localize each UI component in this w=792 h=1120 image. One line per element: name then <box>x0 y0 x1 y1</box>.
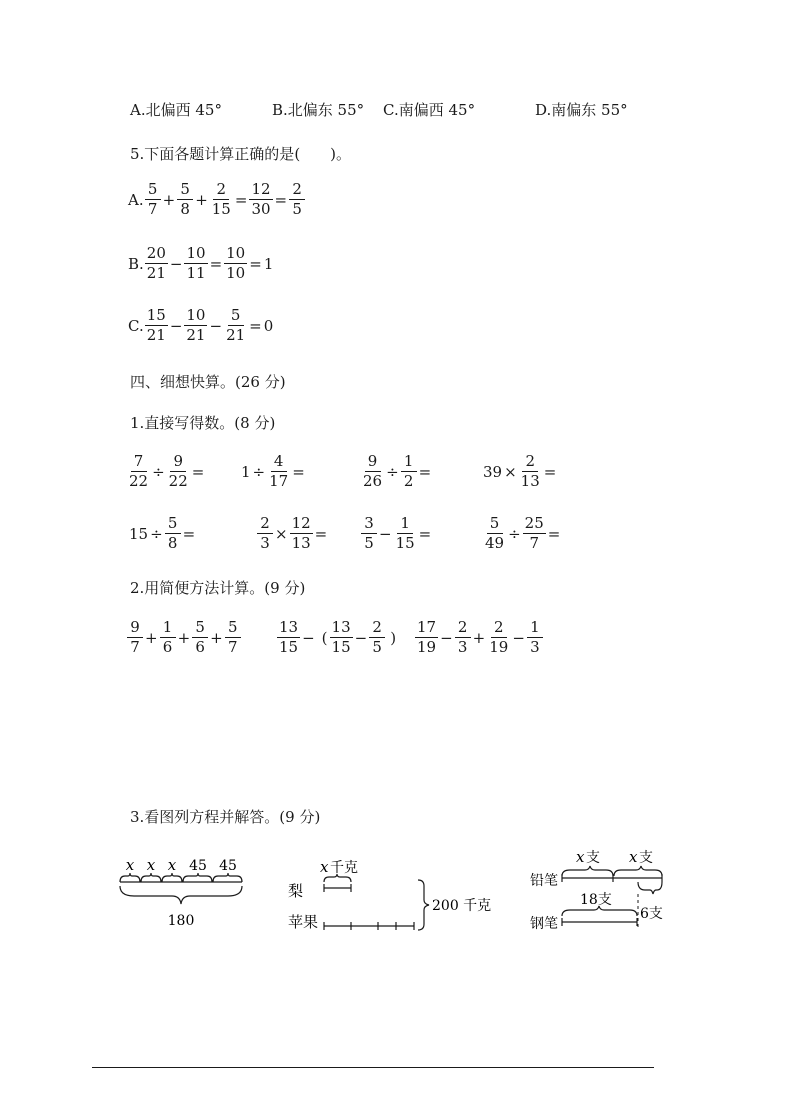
fraction: $\frac{12}{30}$ <box>251 180 271 218</box>
fraction: $\frac{13}{15}$ <box>279 618 299 656</box>
divide-sign: ÷ <box>386 462 399 481</box>
fraction: $\frac{12}{13}$ <box>291 514 311 552</box>
apple-label: 苹果 <box>288 913 319 931</box>
q5-option-a <box>128 180 306 219</box>
minus-sign: − <box>512 628 525 647</box>
p2-expr-2 <box>276 618 397 657</box>
fraction: $\frac{9}{22}$ <box>168 452 188 490</box>
pear-label-x: x <box>320 858 329 876</box>
fraction: $\frac{5}{21}$ <box>226 306 246 344</box>
whole-number: 15 <box>129 524 149 543</box>
plus-sign: + <box>210 628 223 647</box>
pencil-label-zhi2: 支 <box>639 850 653 866</box>
equals-sign: = <box>249 254 262 273</box>
equals-sign: = <box>234 190 248 209</box>
fraction: $\frac{9}{26}$ <box>363 452 383 490</box>
pencil-segment <box>562 874 662 882</box>
equals-sign: = <box>182 524 196 543</box>
total-label: 180 <box>167 913 195 929</box>
minus-sign: − <box>354 628 368 647</box>
fraction: $\frac{2}{5}$ <box>369 618 385 657</box>
divide-sign: ÷ <box>150 524 163 543</box>
segment-label-45a: 45 <box>189 858 207 874</box>
fraction: $\frac{5}{49}$ <box>485 514 505 552</box>
fraction: $\frac{1}{6}$ <box>160 618 176 657</box>
right-paren: ) <box>390 628 397 647</box>
part3-title: 3.看图列方程并解答。(9 分) <box>130 808 321 826</box>
top-braces <box>120 873 242 882</box>
pear-label-unit: 千克 <box>330 860 358 876</box>
result-value: 0 <box>263 316 274 335</box>
part2-title: 2.用简便方法计算。(9 分) <box>130 579 306 597</box>
fraction: $\frac{13}{15}$ <box>331 618 351 656</box>
p1-expr-6 <box>256 514 328 553</box>
p2-expr-3 <box>414 618 544 657</box>
result-value: 1 <box>263 254 274 273</box>
pen-brace <box>562 906 637 916</box>
fruit-total-label: 200 千克 <box>432 898 492 914</box>
fraction: $\frac{2}{3}$ <box>455 618 471 657</box>
pen-value-label: 18支 <box>580 892 612 908</box>
equals-sign: = <box>191 462 205 481</box>
minus-sign: − <box>379 524 392 543</box>
fraction: $\frac{25}{7}$ <box>524 514 544 552</box>
fraction: $\frac{1}{15}$ <box>395 514 415 552</box>
fraction: $\frac{1}{3}$ <box>527 618 543 657</box>
diagram-fruit <box>284 852 494 942</box>
minus-sign: − <box>209 316 223 335</box>
fraction: $\frac{17}{19}$ <box>417 618 437 656</box>
option-label: B. <box>128 254 144 273</box>
fraction: $\frac{5}{7}$ <box>225 618 241 657</box>
segment-label-x1: x <box>125 856 135 874</box>
equals-sign: = <box>418 462 432 481</box>
difference-brace <box>638 882 662 894</box>
fraction: $\frac{2}{15}$ <box>211 180 231 218</box>
bottom-brace <box>120 886 242 904</box>
plus-sign: + <box>472 628 486 647</box>
fraction: $\frac{7}{22}$ <box>129 452 149 490</box>
fraction: $\frac{9}{7}$ <box>127 618 143 657</box>
equals-sign: = <box>209 254 223 273</box>
fraction: $\frac{3}{5}$ <box>361 514 377 553</box>
section4-title: 四、细想快算。(26 分) <box>130 373 286 391</box>
q4-option-d: D.南偏东 55° <box>535 101 628 119</box>
equals-sign: = <box>418 524 432 543</box>
pear-label: 梨 <box>288 882 304 900</box>
q5-stem: 5.下面各题计算正确的是( )。 <box>130 145 352 163</box>
minus-sign: − <box>302 628 315 647</box>
pencil-label: 铅笔 <box>530 873 558 889</box>
fraction: $\frac{2}{13}$ <box>520 452 540 490</box>
pencil-braces <box>562 866 662 876</box>
minus-sign: − <box>169 254 183 273</box>
times-sign: × <box>504 462 517 481</box>
p1-expr-3 <box>360 452 432 491</box>
difference-label: 6支 <box>640 906 663 922</box>
p1-expr-8 <box>482 514 561 553</box>
fraction: $\frac{20}{21}$ <box>146 244 166 282</box>
fraction: $\frac{1}{2}$ <box>401 452 417 491</box>
option-label: A. <box>128 190 144 209</box>
fraction: $\frac{5}{6}$ <box>192 618 208 657</box>
pear-segment <box>324 884 351 892</box>
times-sign: × <box>275 524 288 543</box>
whole-number: 39 <box>483 462 503 481</box>
fraction: $\frac{4}{17}$ <box>269 452 289 490</box>
p1-expr-1 <box>126 452 205 491</box>
minus-sign: − <box>169 316 183 335</box>
q4-option-b: B.北偏东 55° <box>272 101 365 119</box>
p1-expr-4 <box>482 452 557 491</box>
q4-option-a: A.北偏西 45° <box>130 101 222 119</box>
equals-sign: = <box>249 316 262 335</box>
q4-option-c: C.南偏西 45° <box>383 101 476 119</box>
equals-sign: = <box>547 524 561 543</box>
fraction: $\frac{2}{19}$ <box>489 618 509 656</box>
p1-expr-7 <box>360 514 432 553</box>
plus-sign: + <box>195 190 208 209</box>
fraction: $\frac{10}{10}$ <box>226 244 246 282</box>
equals-sign: = <box>314 524 328 543</box>
part1-title: 1.直接写得数。(8 分) <box>130 414 276 432</box>
fraction: $\frac{15}{21}$ <box>146 306 166 344</box>
q5-option-c <box>128 306 274 345</box>
equals-sign: = <box>292 462 305 481</box>
pen-segment <box>562 918 637 926</box>
plus-sign: + <box>177 628 191 647</box>
pencil-label-x2: x <box>629 848 638 866</box>
fraction: $\frac{2}{5}$ <box>289 180 305 219</box>
p1-expr-5 <box>128 514 196 553</box>
plus-sign: + <box>145 628 158 647</box>
minus-sign: − <box>440 628 453 647</box>
left-paren: ( <box>321 628 328 647</box>
total-brace <box>418 880 429 930</box>
segment-label-x3: x <box>167 856 177 874</box>
fraction: $\frac{5}{8}$ <box>165 514 181 553</box>
divide-sign: ÷ <box>508 524 521 543</box>
equals-sign: = <box>543 462 557 481</box>
q5-option-b <box>128 244 274 283</box>
fraction: $\frac{2}{3}$ <box>257 514 273 553</box>
pen-label: 钢笔 <box>530 916 558 932</box>
p1-expr-2 <box>240 452 306 491</box>
apple-segment <box>324 922 414 930</box>
pencil-label-x1: x <box>576 848 585 866</box>
fraction: $\frac{5}{8}$ <box>177 180 193 219</box>
option-label: C. <box>128 316 144 335</box>
diagram-pens <box>528 842 678 942</box>
segment-label-x2: x <box>146 856 156 874</box>
pencil-label-zhi1: 支 <box>586 850 600 866</box>
plus-sign: + <box>162 190 176 209</box>
divide-sign: ÷ <box>152 462 165 481</box>
segment-label-45b: 45 <box>219 858 237 874</box>
equals-sign: = <box>274 190 288 209</box>
p2-expr-1 <box>126 618 242 657</box>
diagram-segments <box>112 848 262 943</box>
fraction: $\frac{10}{21}$ <box>186 306 206 344</box>
footer-divider <box>92 1067 654 1068</box>
fraction: $\frac{10}{11}$ <box>186 244 206 282</box>
whole-number: 1 <box>241 462 251 481</box>
divide-sign: ÷ <box>252 462 266 481</box>
fraction: $\frac{5}{7}$ <box>145 180 161 219</box>
